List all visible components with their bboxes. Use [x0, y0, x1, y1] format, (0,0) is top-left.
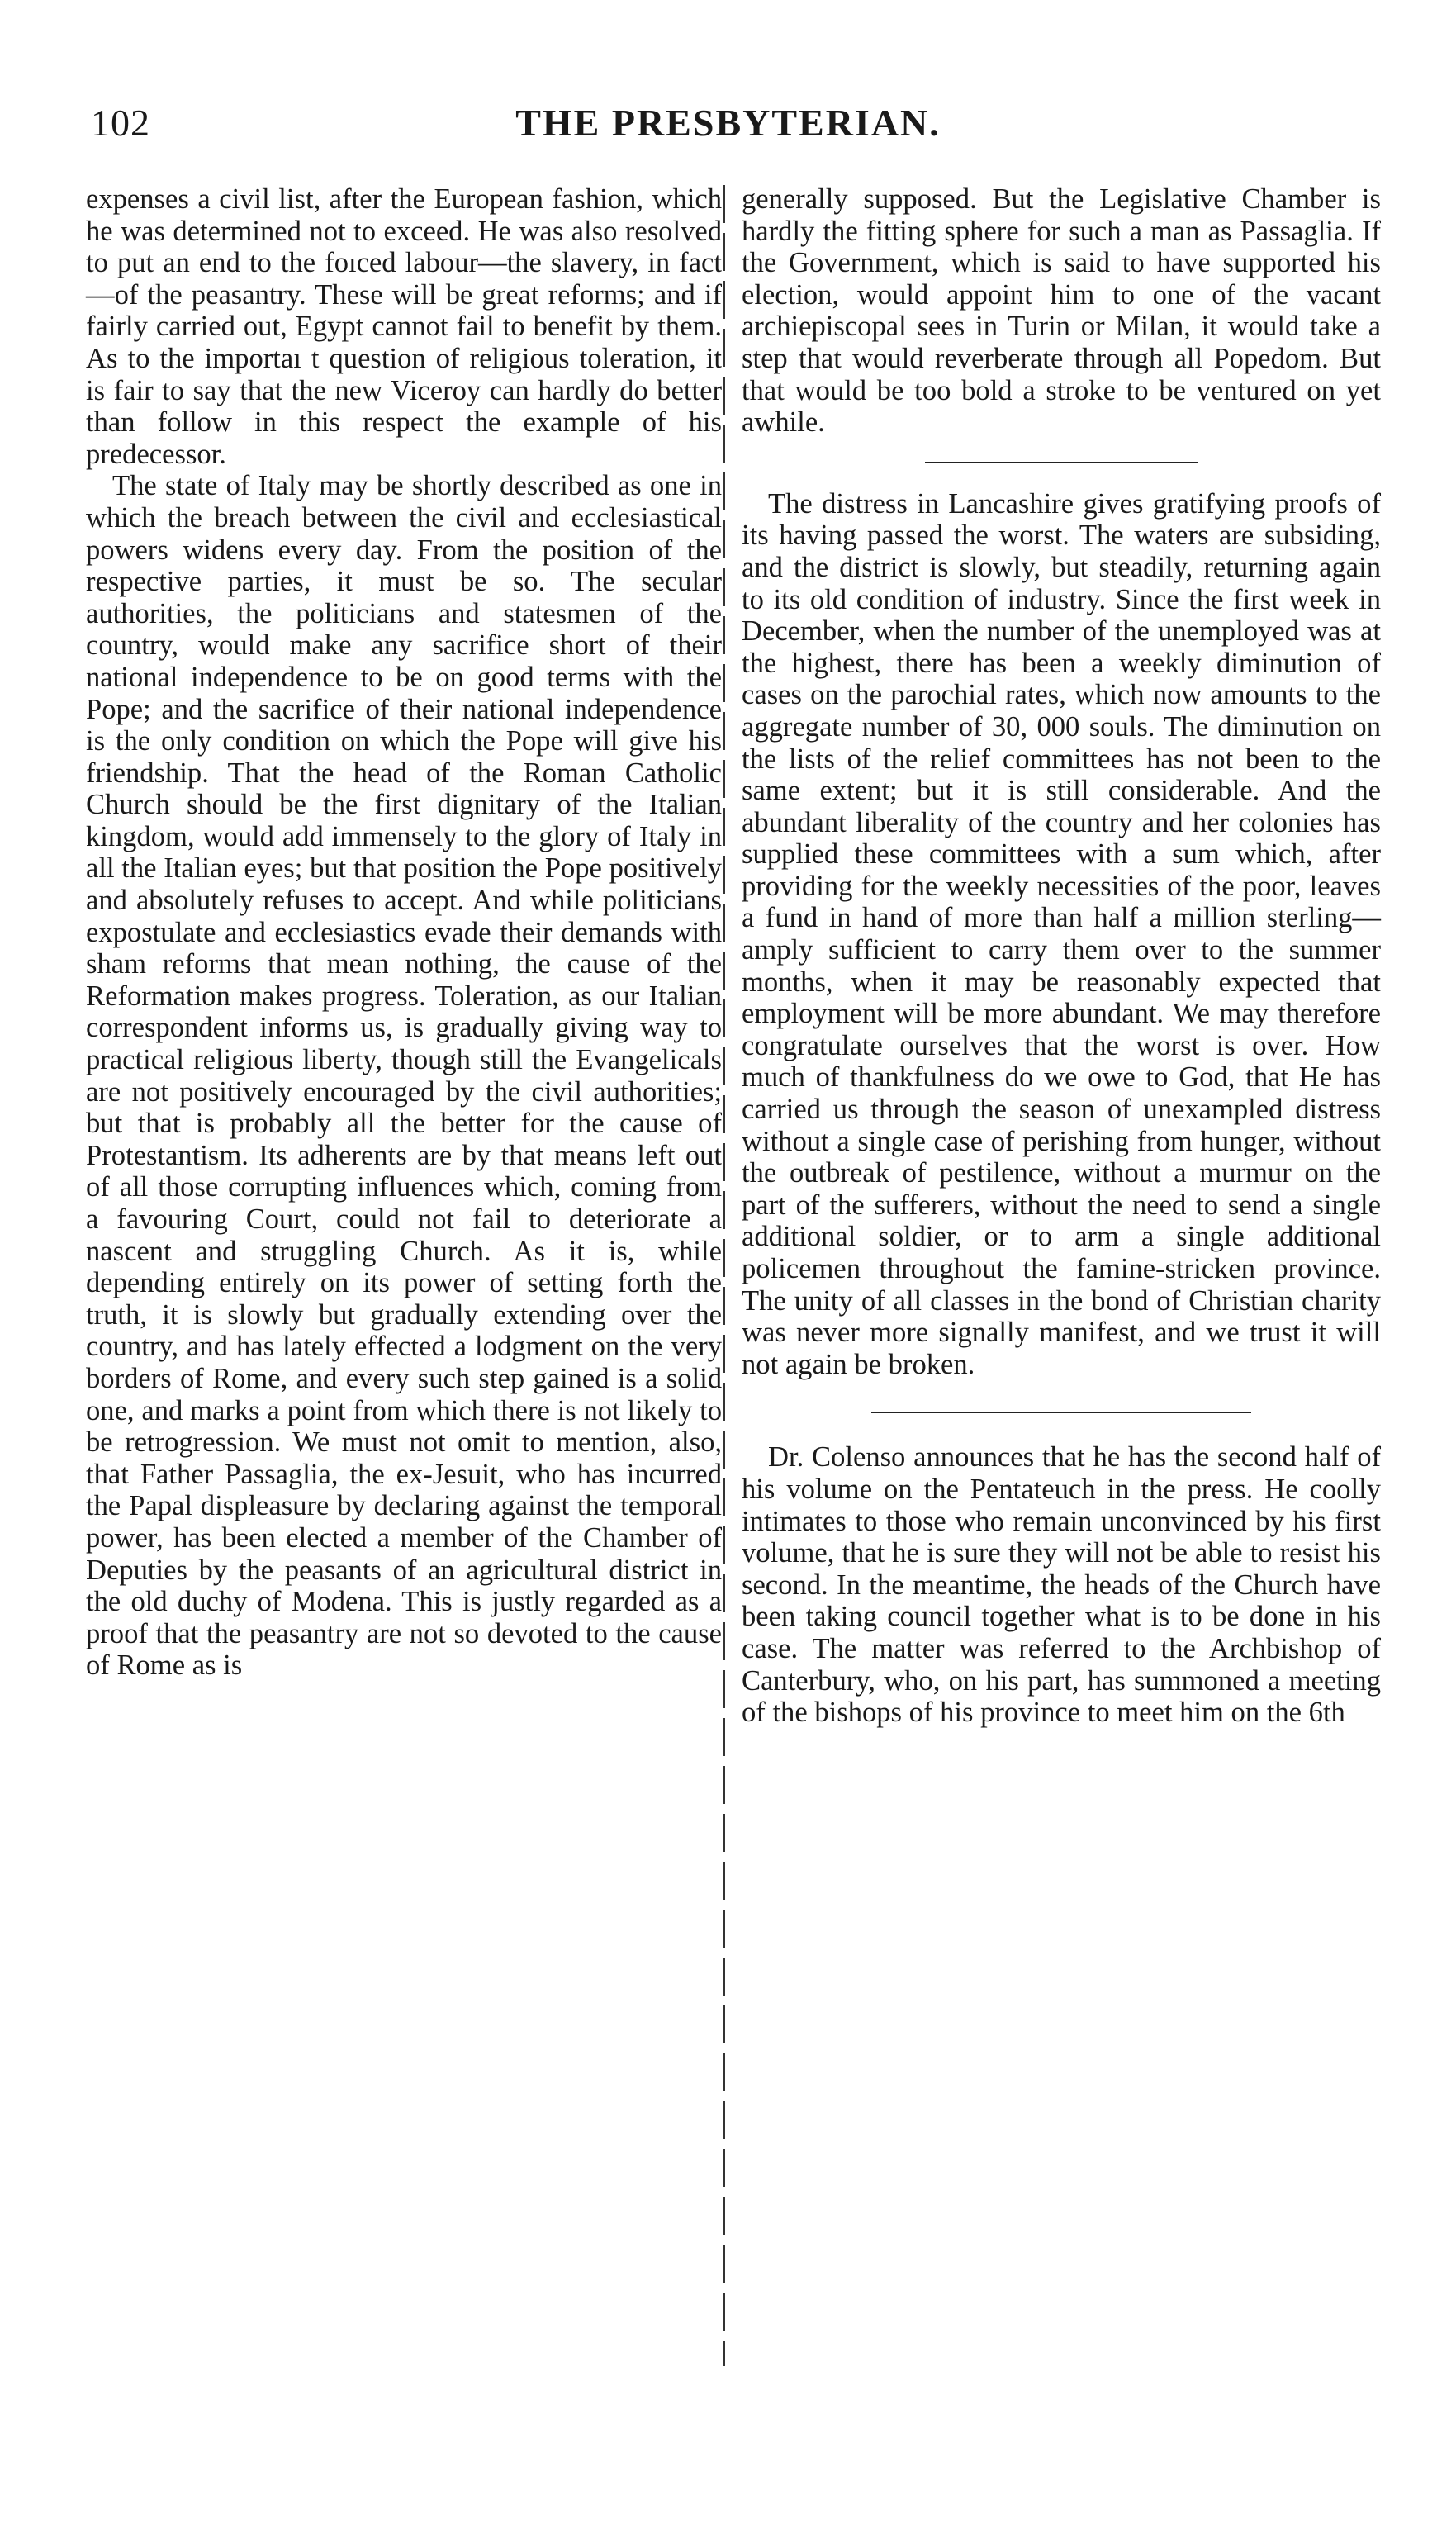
article-paragraph-egypt-continued: expenses a civil list, after the European fashion, which he was determined not to exceed. He was also resolved to put an end to the foıced labour—the slavery, in fact—of the peasantry. These will be great reforms; and if fairly carried out, Egypt cannot fail to benefit by them. As to the importaı t question of religious toleration, it is fair to say that the new Viceroy can hardly do better than follow in this respect the example of his predecessor. — [86, 183, 722, 470]
article-paragraph-italy: The state of Italy may be shortly described as one in which the breach between the civil and ecclesiastical powers widens every day. From the position of the respective parties, it must be so. The secular authorities, the politicians and statesmen of the country, would make any sacrifice short of their national independence to be on good terms with the Pope; and the sacrifice of their national independence is the only condition on which the Pope will give his friendship. That the head of the Roman Catholic Church should be the first dignitary of the Italian kingdom, would add immensely to the glory of Italy in all the Italian eyes; but that position the Pope positively and absolutely refuses to accept. And while politicians expostulate and ecclesiastics evade their demands with sham reforms that mean nothing, the cause of the Reformation makes progress. Toleration, as our Italian correspondent informs us, is gradually giving way to practical religious liberty, though still the Evangelicals are not positively encouraged by the civil authorities; but that is probably all the better for the cause of Protestantism. Its adherents are by that means left out of all those corrupting influences which, coming from a favouring Court, could not fail to deteriorate a nascent and struggling Church. As it is, while depending entirely on its power of setting forth the truth, it is slowly but gradually extending over the country, and has lately effected a lodgment on the very borders of Rome, and every such step gained is a solid one, and marks a point from which there is not likely to be retrogression. We must not omit to mention, also, that Father Passaglia, the ex-Jesuit, who has incurred the Papal displeasure by declaring against the temporal power, has been elected a member of the Chamber of Deputies by the peasants of an agricultural district in the old duchy of Modena. This is justly regarded as a proof that the peasantry are not so devoted to the cause of Rome as is — [86, 470, 722, 1682]
running-title: THE PRESBYTERIAN. — [515, 102, 941, 144]
article-paragraph-italy-continued: generally supposed. But the Legislative Chamber is hardly the fitting sphere for such a man as Passaglia. If the Government, which is said to have supported his election, would appoint him to one of the vacant archiepiscopal sees in Turin or Milan, it would take a step that would reverberate through all Popedom. But that would be too bold a stroke to be ventured on yet awhile. — [742, 183, 1381, 439]
article-paragraph-colenso: Dr. Colenso announces that he has the second half of his volume on the Pentateuch in the press. He coolly intimates to those who remain unconvinced by his first volume, that he is sure they will not be able to resist his second. In the meantime, the heads of the Church have been taking council together what is to be done in his case. The matter was referred to the Archbishop of Canterbury, who, on his part, has summoned a meeting of the bishops of his province to meet him on the 6th — [742, 1441, 1381, 1729]
page-header — [0, 94, 1456, 152]
article-paragraph-lancashire: The distress in Lancashire gives gratifying proofs of its having passed the worst. The waters are subsiding, and the district is slowly, but steadily, returning again to its old condition of industry. Since the first week in December, when the number of the unemployed was at the highest, there has been a weekly diminution of cases on the parochial rates, which now amounts to the aggregate number of 30, 000 souls. The diminution on the lists of the relief committees has not been to the same extent; but it is still considerable. And the abundant liberality of the country and her colonies has supplied these committees with a sum which, after providing for the weekly necessities of the poor, leaves a fund in hand of more than half a million sterling—amply sufficient to carry them over to the summer months, when it may be reasonably expected that employment will be more abundant. We may therefore congratulate ourselves that the worst is over. How much of thankfulness do we owe to God, that He has carried us through the season of unexampled distress without a single case of perishing from hunger, without the outbreak of pestilence, without a murmur on the part of the sufferers, without the need to send a single additional soldier, or to arm a single additional policemen throughout the famine-stricken province. The unity of all classes in the bond of Christian charity was never more signally manifest, and we trust it will not again be broken. — [742, 487, 1381, 1380]
page-number: 102 — [91, 102, 150, 144]
section-separator-rule — [925, 462, 1198, 463]
left-column — [86, 183, 722, 1682]
section-separator-rule — [871, 1412, 1251, 1413]
right-column — [742, 183, 1381, 1729]
column-divider — [723, 185, 725, 2366]
